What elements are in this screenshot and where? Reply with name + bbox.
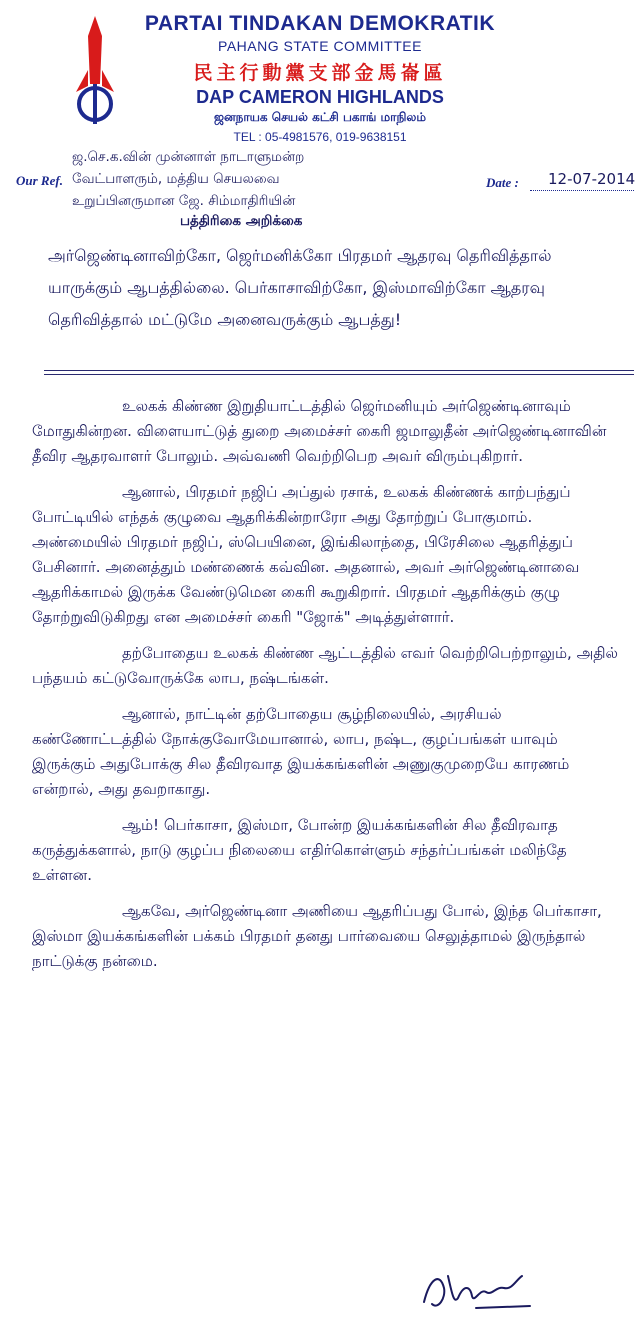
divider-line	[44, 374, 634, 375]
body-paragraph: தற்போதைய உலகக் கிண்ண ஆட்டத்தில் எவர் வெற்றிபெற்றாலும், அதில் பந்தயம் கட்டுவோருக்கே லாப, நஷ்டங்கள்.	[32, 644, 618, 687]
state-committee: PAHANG STATE COMMITTEE	[218, 38, 422, 54]
branch-name: DAP CAMERON HIGHLANDS	[196, 87, 444, 107]
body-paragraph: ஆனால், பிரதமர் நஜிப் அப்துல் ரசாக், உலகக் கிண்ணக் காற்பந்துப் போட்டியில் எந்தக் குழுவை ஆதரிக்கின்றாரோ அது தோற்றுப் போகுமாம். அண்மையில் பிரதமர் நஜிப், ஸ்பெயினை, இங்கிலாந்தை, பிரேசிலை ஆதரித்துப் பேசினார். அனைத்தும் மண்ணைக் கவ்வின. அதனால், அவர் அர்ஜெண்டினாவை ஆதரிக்காமல் இருக்க வேண்டுமென கைரி கூறுகிறார். பிரதமர் ஆதரிக்கும் குழு தோற்றுவிடுகிறது என அமைச்சர் கைரி "ஜோக்" அடித்துள்ளார்.	[32, 483, 580, 626]
press-statement-title: பத்திரிகை அறிக்கை	[180, 213, 303, 229]
chinese-name: 民主行動黨支部金馬崙區	[193, 62, 447, 84]
date-value: 12-07-2014	[548, 170, 636, 188]
subject-block	[72, 146, 542, 212]
letterhead-text	[120, 6, 520, 145]
subject-line: வேட்பாளரும், மத்திய செயலவை	[72, 171, 280, 187]
dap-rocket-logo-icon	[72, 14, 118, 126]
date-label: Date :	[486, 175, 519, 190]
body-paragraph: ஆம்! பெர்காசா, இஸ்மா, போன்ற இயக்கங்களின் சில தீவிரவாத கருத்துக்களால், நாடு குழப்ப நிலையை எதிர்கொள்ளும் சந்தர்ப்பங்கள் மலிந்தே உள்ளன.	[32, 816, 567, 884]
date-underline	[530, 190, 634, 191]
tamil-name: ஜனநாயக செயல் கட்சி பகாங் மாநிலம்	[213, 110, 426, 124]
headline-statement: அர்ஜெண்டினாவிற்கோ, ஜெர்மனிக்கோ பிரதமர் ஆதரவு தெரிவித்தால் யாருக்கும் ஆபத்தில்லை. பெர்காசாவிற்கோ, இஸ்மாவிற்கோ ஆதரவு தெரிவித்தால் மட்டுமே அனைவருக்கும் ஆபத்து!	[48, 246, 552, 329]
subject-line: உறுப்பினருமான ஜே. சிம்மாதிரியின்	[72, 193, 296, 209]
letterhead	[0, 0, 640, 150]
body-paragraph: ஆகவே, அர்ஜெண்டினா அணியை ஆதரிப்பது போல், இந்த பெர்காசா, இஸ்மா இயக்கங்களின் பக்கம் பிரதமர் தனது பார்வையை செலுத்தாமல் இருந்தால் நாட்டுக்கு நன்மை.	[32, 902, 602, 970]
divider-line	[44, 370, 634, 371]
body-paragraph: உலகக் கிண்ண இறுதியாட்டத்தில் ஜெர்மனியும் அர்ஜெண்டினாவும் மோதுகின்றன. விளையாட்டுத் துறை அமைச்சர் கைரி ஜமாலுதீன் அர்ஜெண்டினாவின் தீவிர ஆதரவாளர் போலும். அவ்வணி வெற்றிபெற அவர் விரும்புகிறார்.	[32, 397, 607, 465]
org-name: PARTAI TINDAKAN DEMOKRATIK	[144, 12, 496, 35]
signature-icon	[418, 1258, 538, 1318]
body-paragraph: ஆனால், நாட்டின் தற்போதைய சூழ்நிலையில், அரசியல் கண்ணோட்டத்தில் நோக்குவோமேயானால், லாப, நஷ்ட, குழப்பங்கள் யாவும் இருக்கும் அதுபோக்கு சில தீவிரவாத இயக்கங்களின் அணுகுமுறையே காரணம் என்றால், அது தவறாகாது.	[32, 705, 570, 798]
telephone: TEL : 05-4981576, 019-9638151	[233, 130, 407, 144]
our-ref-label: Our Ref.	[16, 173, 63, 188]
subject-line: ஜ.செ.க.வின் முன்னாள் நாடாளுமன்ற	[72, 149, 305, 165]
letter-body	[32, 394, 622, 985]
